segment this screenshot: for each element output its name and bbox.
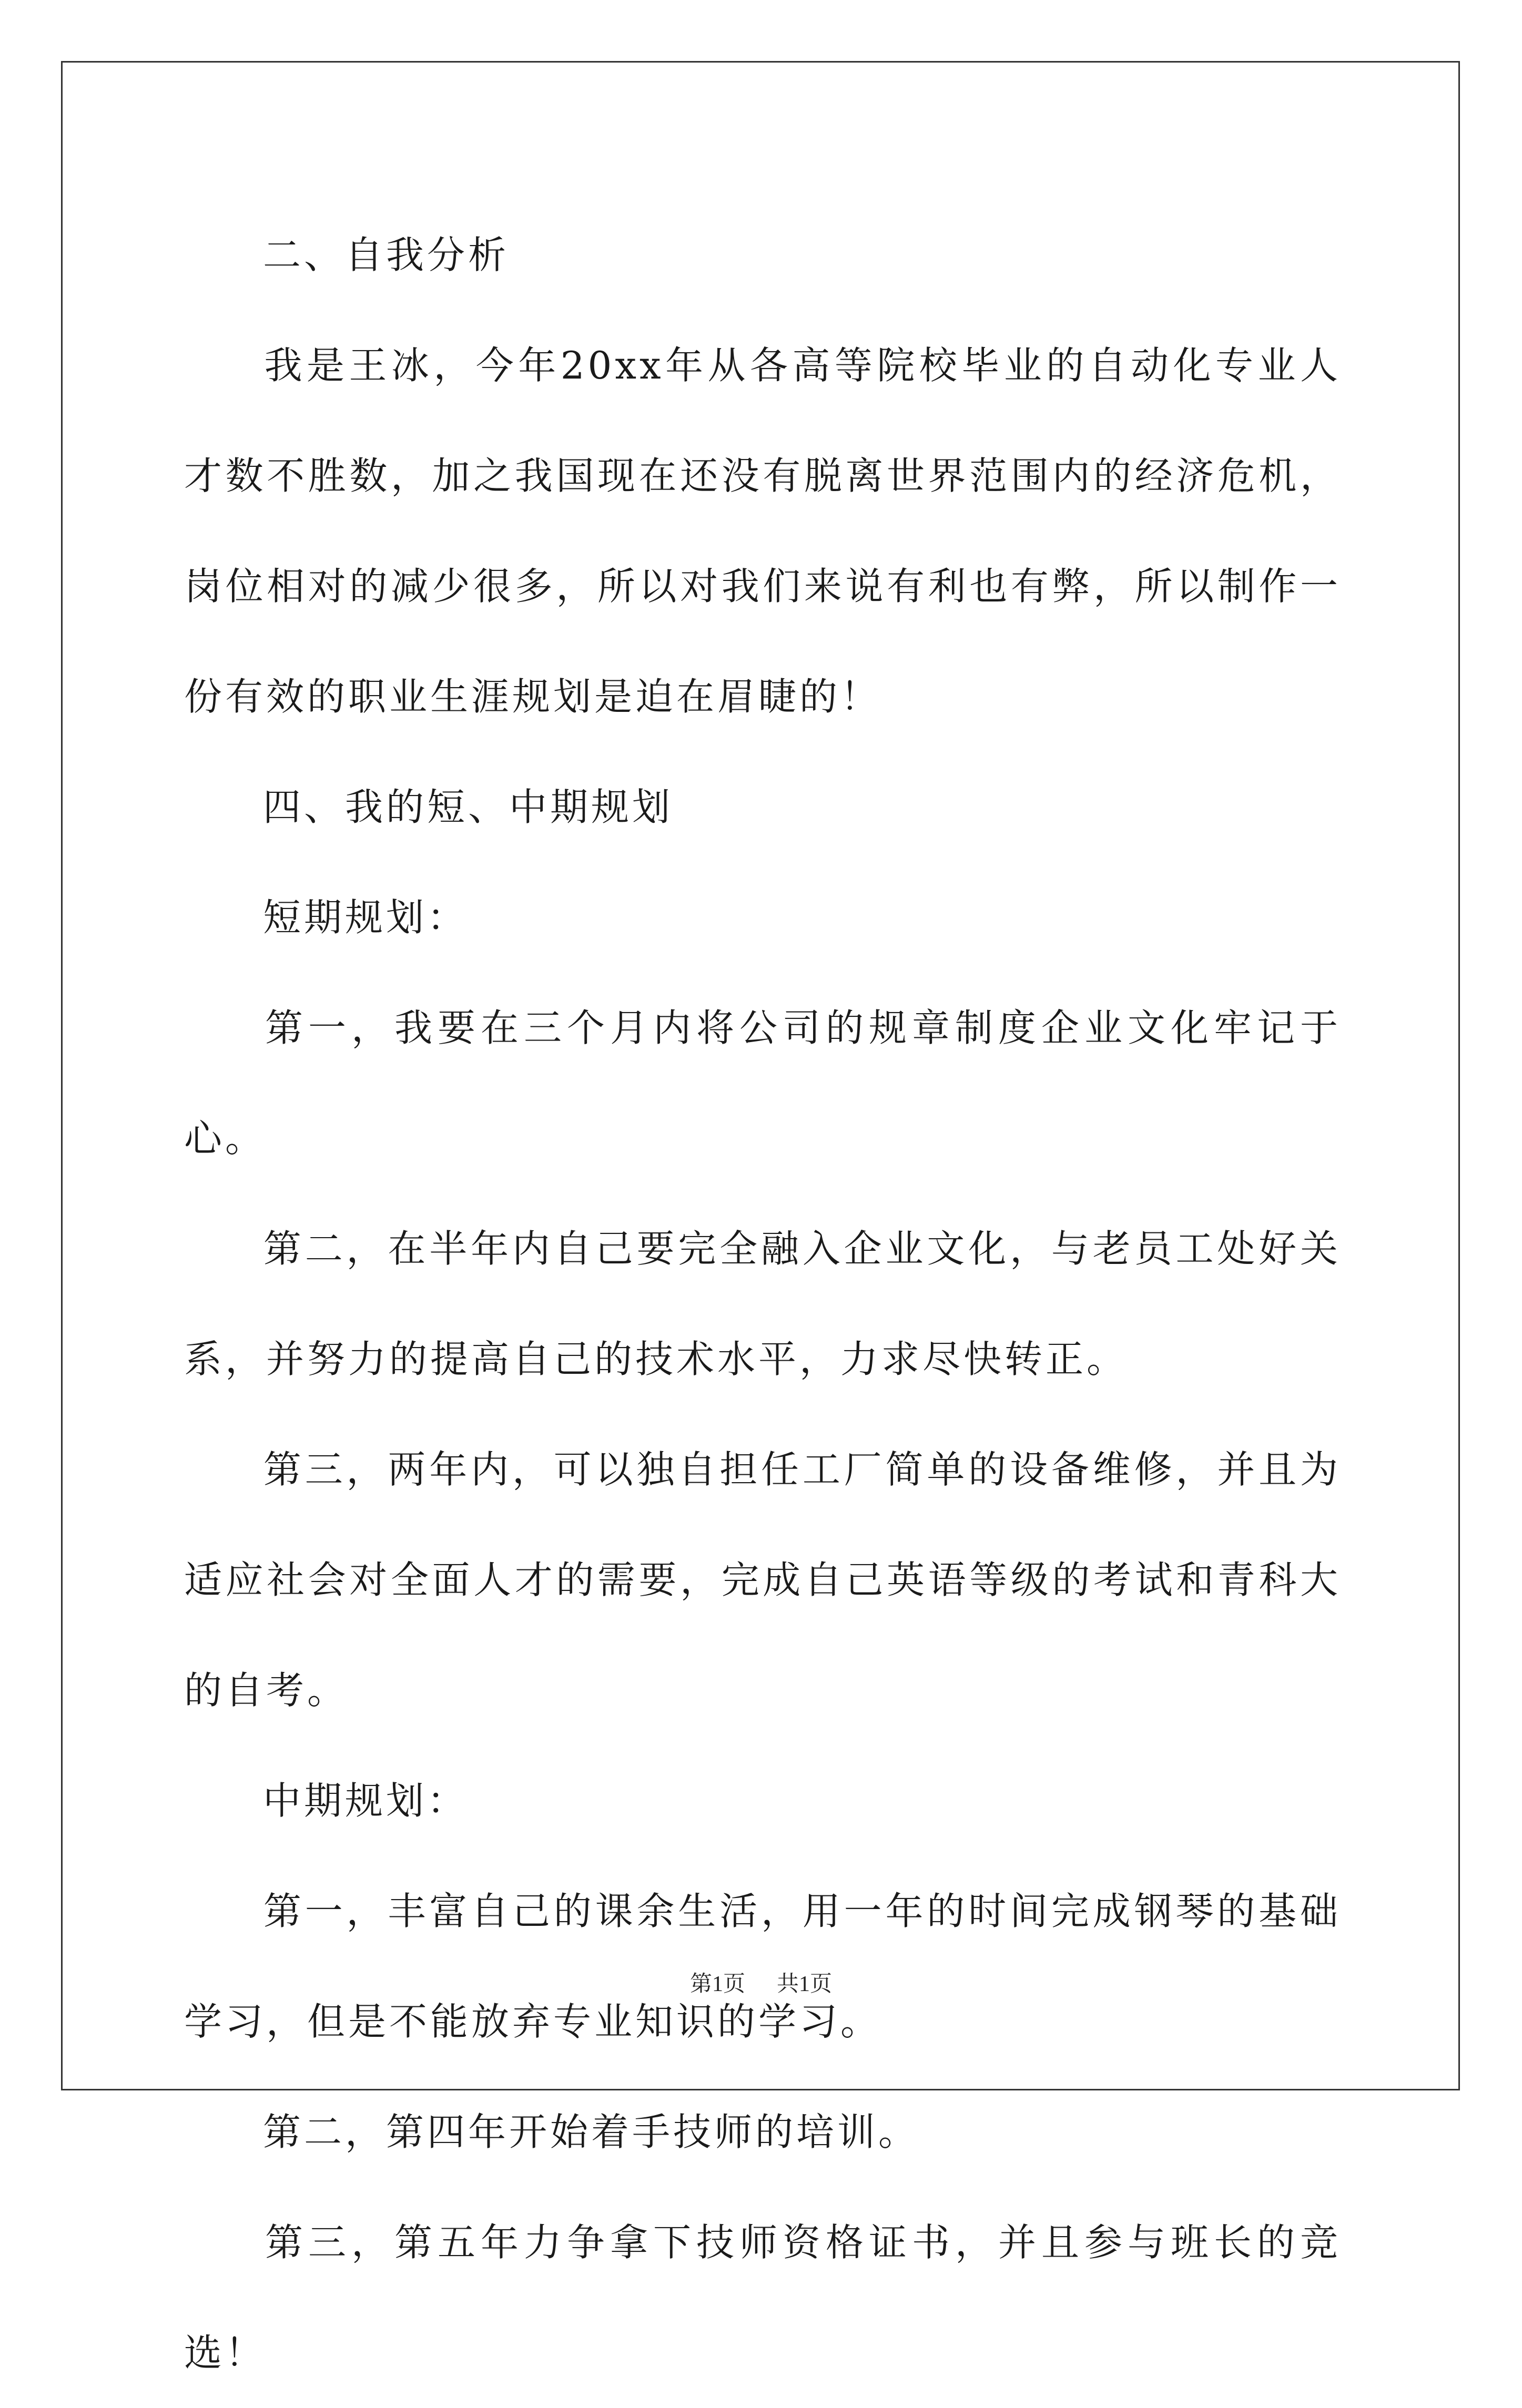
section-heading-self-analysis: 二、自我分析 <box>263 233 510 277</box>
short-term-item-1: 第一，我要在三个月内将公司的规章制度企业文化牢记于心。 <box>184 1006 1341 1160</box>
mid-term-item-2: 第二，第四年开始着手技师的培训。 <box>263 2110 920 2154</box>
document-body <box>184 200 1341 2408</box>
page-footer <box>0 1966 1522 1998</box>
subheading-mid-term: 中期规划： <box>263 1779 469 1823</box>
page-number-total: 共1页 <box>777 1972 833 1996</box>
short-term-item-3: 第三，两年内，可以独自担任工厂简单的设备维修，并且为适应社会对全面人才的需要，完成自己英语等级的考试和青科大的自考。 <box>184 1447 1341 1712</box>
paragraph-self-intro: 我是王冰，今年20xx年从各高等院校毕业的自动化专业人才数不胜数，加之我国现在还没有脱离世界范围内的经济危机，岗位相对的减少很多，所以对我们来说有利也有弊，所以制作一份有效的职业生涯规划是迫在眉睫的！ <box>184 343 1341 719</box>
mid-term-item-1: 第一，丰富自己的课余生活，用一年的时间完成钢琴的基础学习，但是不能放弃专业知识的学习。 <box>184 1889 1341 2044</box>
section-heading-plan: 四、我的短、中期规划 <box>263 785 674 829</box>
page-number-current: 第1页 <box>689 1972 745 1996</box>
short-term-item-2: 第二，在半年内自己要完全融入企业文化，与老员工处好关系，并努力的提高自己的技术水平，力求尽快转正。 <box>184 1227 1341 1381</box>
mid-term-item-3: 第三，第五年力争拿下技师资格证书，并且参与班长的竞选！ <box>184 2220 1341 2375</box>
subheading-short-term: 短期规划： <box>263 895 469 940</box>
